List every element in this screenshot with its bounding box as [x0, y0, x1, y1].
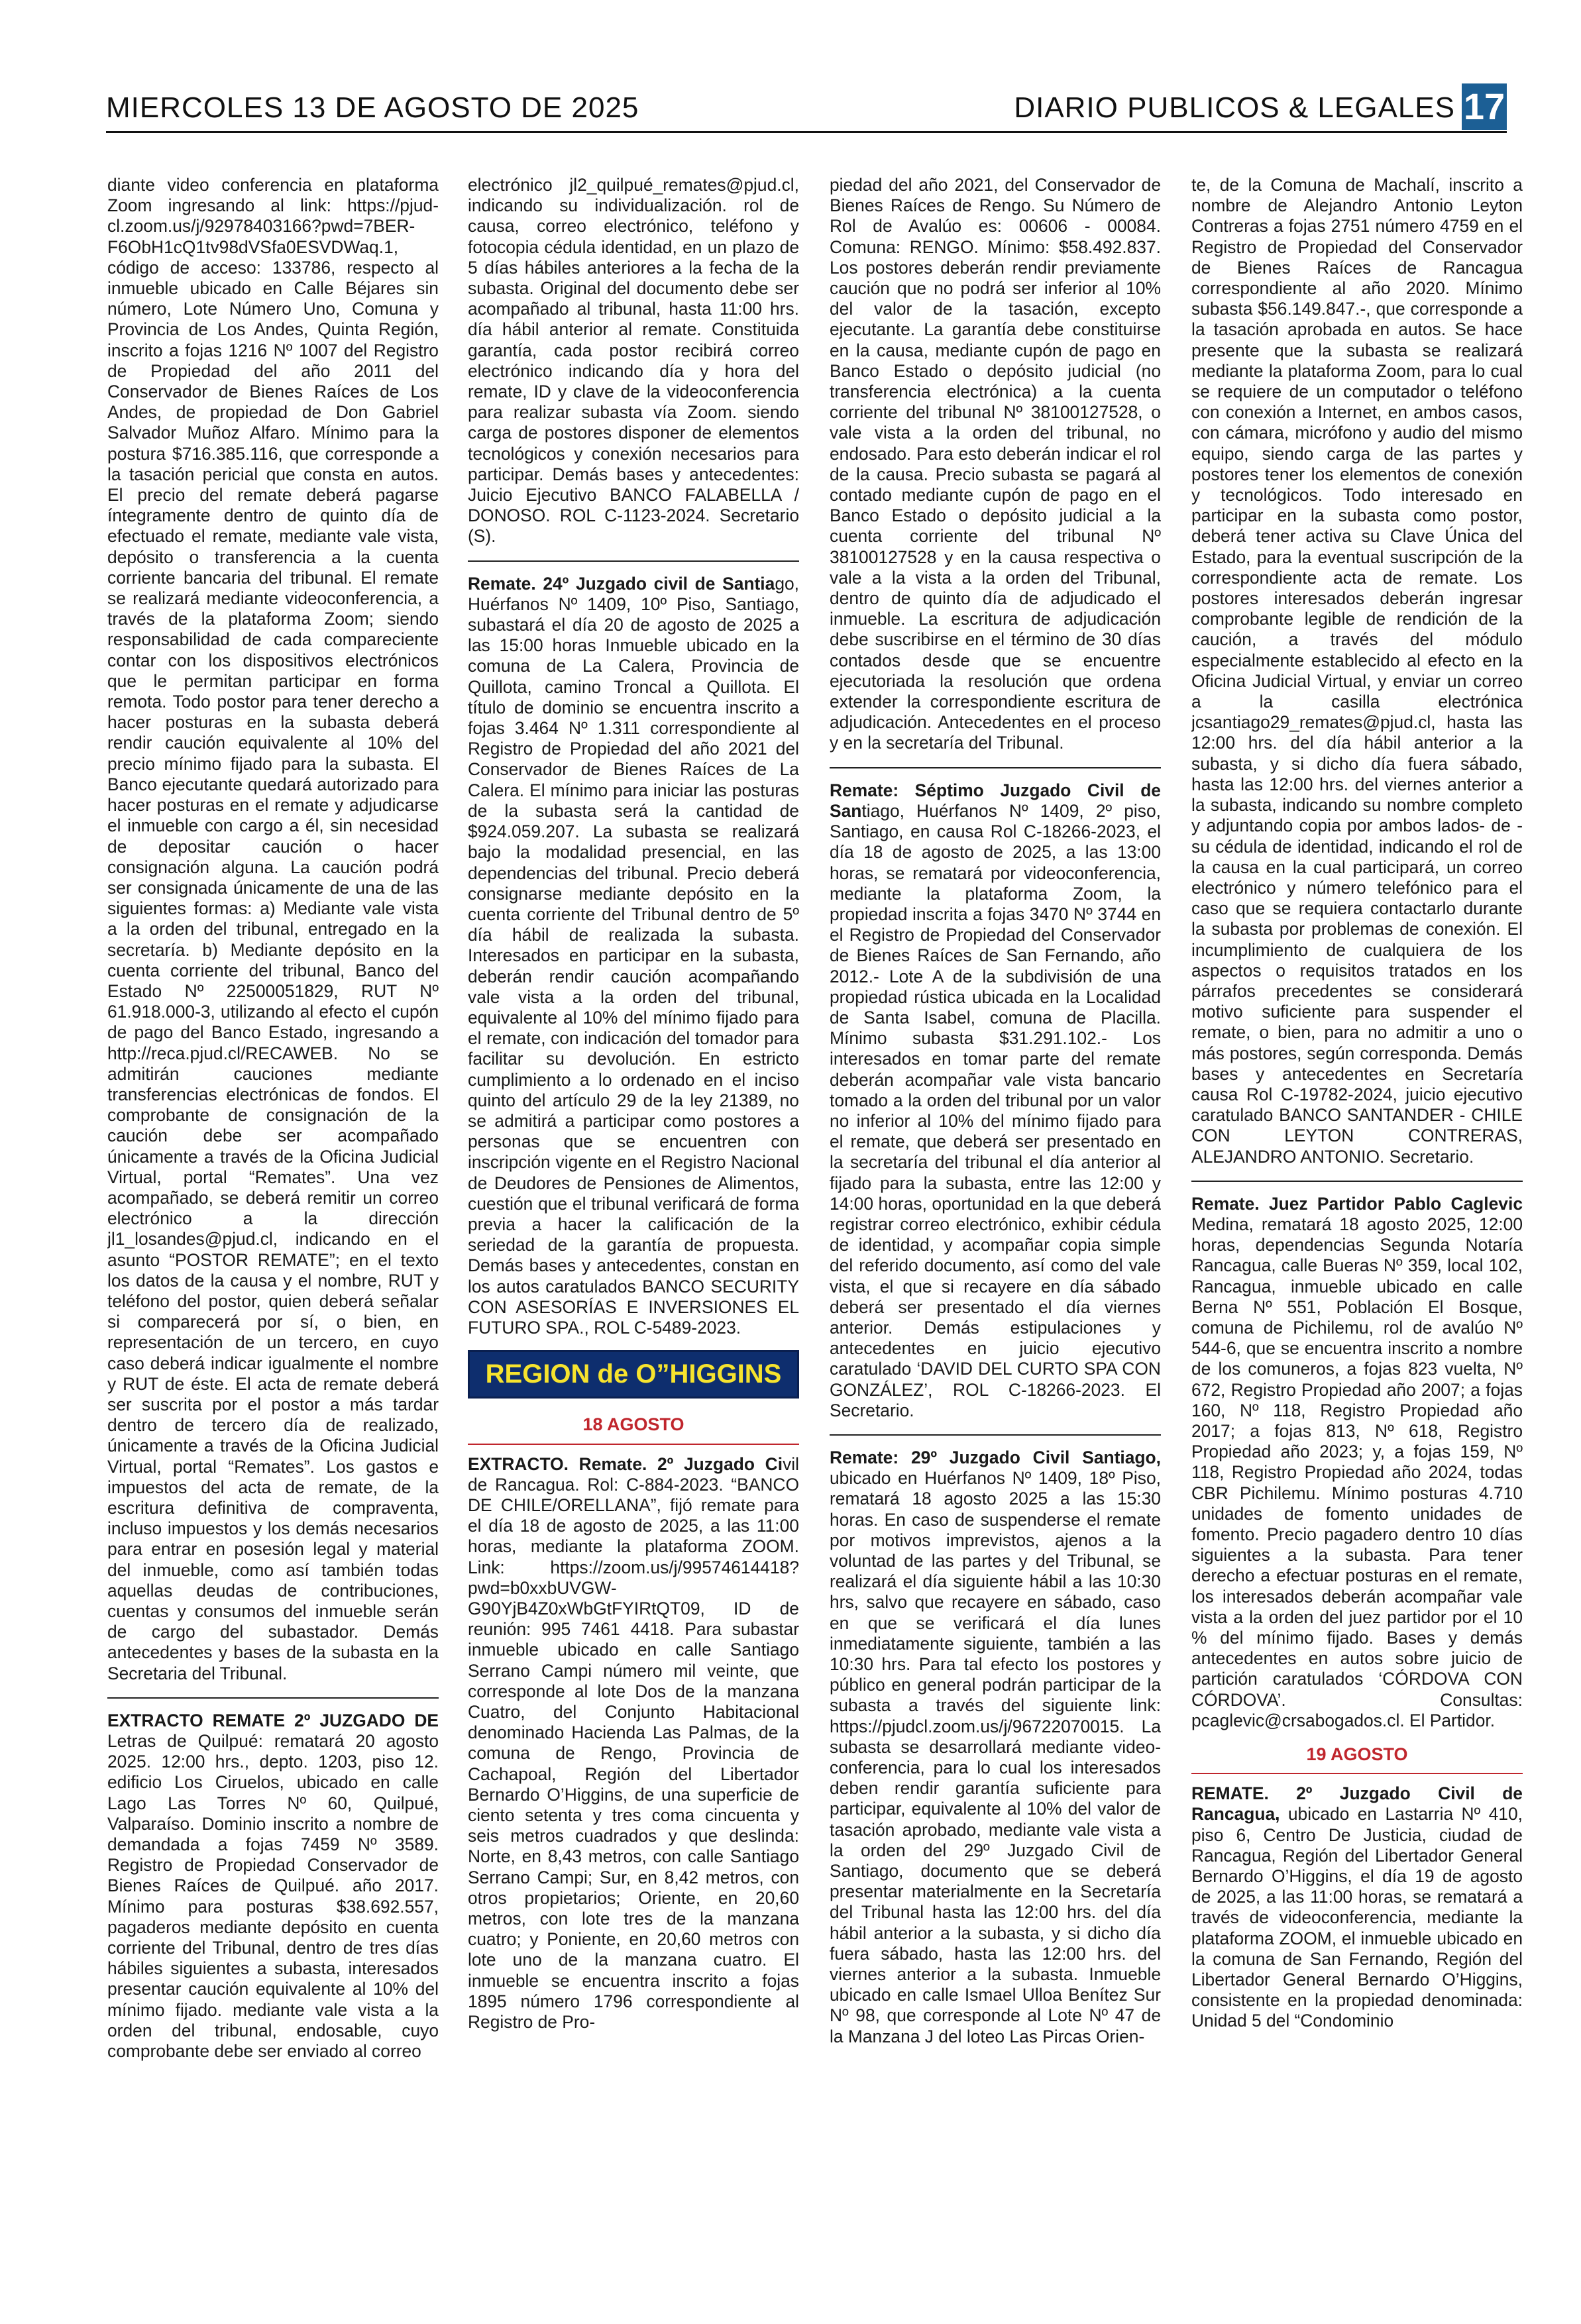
notice-body: Medina, rematará 18 agosto 2025, 12:00 horas, dependencias Segunda Notaría Rancagua, calle Bueras Nº 359, local 102, Rancagua, inmueble ubicado en calle Berna Nº 551, Población El Bosque, comuna de Pichilemu, rol de avalúo Nº 544-6, que se encuentra inscrito a nombre de los comuneros, a fojas 823 vuelta, Nº 672, Registro Propiedad año 2007; a fojas 160, Nº 118, Registro Propiedad año 2017; a fojas 813, Nº 618, Registro Propiedad año 2023; y, a fojas 159, Nº 118, Registro Propiedad año 2024, todas CBR Pichilemu. Mínimo posturas 4.710 unidades de fomento unidades de fomento. Precio pagadero dentro 10 días siguientes a la subasta. Para tener derecho a efectuar posturas en el remate, los interesados deberán acompañar vale vista a la orden del juez partidor por el 10 % del mínimo fijado. Bases y demás antecedentes en autos sobre juicio de partición caratulados ‘CÓRDOVA CON CÓRDOVA’. Consultas: pcaglevic@crsabogados.cl. El Partidor.	[1191, 1214, 1523, 1730]
notice-paragraph	[468, 1454, 799, 2033]
publication-name: DIARIO PUBLICOS & LEGALES	[1014, 91, 1455, 124]
page-header	[106, 83, 1507, 133]
notice-paragraph: te, de la Comuna de Machalí, inscrito a nombre de Alejandro Antonio Leyton Contreras a fojas 2751 número 4759 en el Registro de Propiedad del Conservador de Bienes Raíces de Rancagua correspondiente al año 2020. Mínimo subasta $56.149.847.-, que corresponde a la tasación aprobada en autos. Se hace presente que la subasta se realizará mediante la plataforma Zoom, para lo cual se requiere de un computador o teléfono con conexión a Internet, en ambos casos, con cámara, micrófono y audio del mismo equipo, siendo carga de las partes y postores tener los elementos de conexión y tecnológicos. Todo interesado en participar en la subasta como postor, deberá tener activa su Clave Única del Estado, para la eventual suscripción de la correspondiente acta de remate. Los postores interesados deberán ingresar comprobante legible de rendición de la caución, a través del módulo especialmente establecido al efecto en la Oficina Judicial Virtual, y enviar un correo a la casilla electrónica jcsantiago29_remates@pjud.cl, hasta las 12:00 hrs. del día hábil anterior a la subasta, y si dicho día fuera sábado, hasta las 12:00 hrs. del viernes anterior a la subasta, indicando su nombre completo y adjuntando copia por ambos lados- de -su cédula de identidad, indicando el rol de la causa en la cual participará, un correo electrónico y número telefónico para el caso que se requiera contactarlo durante la subasta por problemas de conexión. El incumplimiento de cualquiera de los aspectos o requisitos tratados en los párrafos precedentes se considerará motivo suficiente para suspender el remate, o bien, para no admitir a uno o más postores, según corresponda. Demás bases y antecedentes en Secretaría causa Rol C-19782-2024, juicio ejecutivo caratulado BANCO SANTANDER - CHILE CON LEYTON CONTRERAS, ALEJANDRO ANTONIO. Secretario.	[1191, 175, 1523, 1167]
section-date: 18 AGOSTO	[468, 1405, 799, 1444]
notice-body: ubicado en Lastarria Nº 410, piso 6, Centro De Justicia, ciudad de Rancagua, Región del Libertador General Bernardo O’Higgins, el día 19 de agosto de 2025, a las 11:00 horas, se rematará a través de videoconferencia, mediante la plataforma ZOOM, el inmueble ubicado en la comuna de San Fernando, Región del Libertador General Bernardo O’Higgins, consistente en la propiedad denominada: Unidad 5 del “Condominio	[1191, 1804, 1523, 2031]
region-banner: REGION de O”HIGGINS	[468, 1350, 799, 1399]
notice-paragraph: diante video conferencia en plataforma Zoom ingresando al link: https://pjud-cl.zoom.us/j/92978403166?pwd=7BER-F6ObH1cQ1tv98dVSfa0ESVDWaq.1, código de acceso: 133786, respecto al inmueble ubicado en Calle Béjares sin número, Lote Número Uno, Comuna y Provincia de Los Andes, Quinta Región, inscrito a fojas 1216 Nº 1007 del Registro de Propiedad del año 2011 del Conservador de Bienes Raíces de Los Andes, de propiedad de Don Gabriel Salvador Muñoz Alfaro. Mínimo para la postura $716.385.116, que corresponde a la tasación pericial que consta en autos. El precio del remate deberá pagarse íntegramente dentro de quinto día de efectuado el remate, mediante vale vista, depósito o transferencia a la cuenta corriente bancaria del tribunal. El remate se realizará mediante videoconferencia, a través de la plataforma Zoom; siendo responsabilidad de cada compareciente contar con los dispositivos electrónicos que le permitan participar en forma remota. Todo postor para tener derecho a hacer posturas en la subasta deberá rendir caución equivalente al 10% del precio mínimo fijado para la subasta. El Banco ejecutante quedará autorizado para hacer posturas en el remate y adjudicarse el inmueble con cargo a él, sin necesidad de depositar caución o hacer consignación alguna. La caución podrá ser consignada únicamente de una de las siguientes formas: a) Mediante vale vista a la orden del tribunal, entregado en la secretaría. b) Mediante depósito en la cuenta corriente del tribunal, Banco del Estado Nº 22500051829, RUT Nº 61.918.000-3, utilizando al efecto el cupón de pago del Banco Estado, ingresando a http://reca.pjud.cl/RECAWEB. No se admitirán cauciones mediante transferencias electrónicas de fondos. El comprobante de consignación de la caución debe ser acompañado únicamente a través de la Oficina Judicial Virtual, portal “Remates”. Una vez acompañado, se deberá remitir un correo electrónico a la dirección jl1_losandes@pjud.cl, indicando en el asunto “POSTOR REMATE”; en el texto los datos de la causa y el nombre, RUT y teléfono del postor, quien deberá señalar si comparecerá por sí, o bien, en representación de un tercero, en cuyo caso deberá indicar igualmente el nombre y RUT de éste. El acta de remate deberá ser suscrita por el postor a más tardar dentro de tercero día de realizado, únicamente a través de la Oficina Judicial Virtual, portal “Remates”. Los gastos e impuestos del acta de remate, de la escritura definitiva de compraventa, incluso impuestos y los demás necesarios para entrar en posesión legal y material del inmueble, como así también todas aquellas deudas de contribuciones, cuentas y consumos del inmueble serán de cargo del subastador. Demás antecedentes y bases de la subasta en la Secretaria del Tribunal.	[107, 175, 439, 1683]
page-number: 17	[1462, 83, 1507, 130]
notice-paragraph	[830, 1448, 1161, 2047]
notice-body: Letras de Quilpué: rematará 20 agosto 2025. 12:00 hrs., depto. 1203, piso 12. edificio Los Ciruelos, ubicado en calle Lago Las Torres Nº 60, Quilpué, Valparaíso. Dominio inscrito a nombre de demandada a fojas 7459 Nº 3589. Registro de Propiedad Conservador de Bienes Raíces de Quilpué. año 2017. Mínimo para posturas $38.692.557, pagaderos mediante depósito en cuenta corriente del Tribunal, dentro de tres días hábiles siguientes a subasta, interesados presentar caución equivalente al 10% del mínimo fijado. mediante vale vista a la orden del tribunal, endosable, cuyo comprobante debe ser enviado al correo	[107, 1731, 439, 2062]
notice-heading: REMATE. 2º Juzgado Civil de Rancagua,	[1191, 1783, 1523, 1824]
column-3	[830, 175, 1161, 2295]
column-1	[107, 175, 439, 2295]
notice-paragraph	[830, 780, 1161, 1421]
notice-paragraph	[468, 574, 799, 1339]
notice-paragraph	[107, 1711, 439, 2062]
notice-divider	[830, 1434, 1161, 1436]
notice-heading: EXTRACTO. Remate. 2º Juzgado Ci	[468, 1453, 783, 1474]
notice-body: tiago, Huérfanos Nº 1409, 2º piso, Santiago, en causa Rol C-18266-2023, el día 18 de agosto de 2025, a las 13:00 horas, se rematará por videoconferencia, mediante la plataforma Zoom, la propiedad inscrita a fojas 3470 Nº 3744 en el Registro de Propiedad del Conservador de Bienes Raíces de San Fernando, año 2012.- Lote A de la subdivisión de una propiedad rústica ubicada en la Localidad de Santa Isabel, comuna de Placilla. Mínimo subasta $31.291.102.- Los interesados en tomar parte del remate deberán acompañar vale vista bancario tomado a la orden del tribunal por un valor no inferior al 10% del mínimo fijado para el remate, que deberá ser presentado en la secretaría del tribunal el día anterior al fijado para la subasta, entre las 12:00 y 14:00 horas, oportunidad en la que deberá registrar correo electrónico, exhibir cédula de identidad, y acompañar copia simple del referido documento, así como del vale vista, el que si recayere en día sábado deberá ser presentado el día viernes anterior. Demás estipulaciones y antecedentes en juicio ejecutivo caratulado ‘DAVID DEL CURTO SPA CON GONZÁLEZ’, ROL C-18266-2023. El Secretario.	[830, 800, 1161, 1420]
section-date: 19 AGOSTO	[1191, 1735, 1523, 1774]
issue-date: MIERCOLES 13 DE AGOSTO DE 2025	[106, 91, 639, 124]
notice-heading: Remate: 29º Juzgado Civil Santiago,	[830, 1447, 1161, 1467]
notice-divider	[830, 767, 1161, 768]
notice-divider	[1191, 1181, 1523, 1182]
notice-paragraph	[1191, 1783, 1523, 2031]
notice-heading: Remate: Séptimo Juzgado Civil de San	[830, 780, 1161, 821]
notice-heading: Remate. 24º Juzgado civil de Santia	[468, 573, 775, 594]
column-2	[468, 175, 799, 2295]
notice-body: go, Huérfanos Nº 1409, 10º Piso, Santiago, subastará el día 20 de agosto de 2025 a las 15:00 horas Inmueble ubicado en la comuna de La Calera, Provincia de Quillota, camino Troncal a Quillota. El título de dominio se encuentra inscrito a fojas 3.464 Nº 1.311 correspondiente al Registro de Propiedad del año 2021 del Conservador de Bienes Raíces de La Calera. El mínimo para iniciar las posturas de la subasta será la cantidad de $924.059.207. La subasta se realizará bajo la modalidad presencial, en las dependencias del tribunal. Precio deberá consignarse mediante depósito en la cuenta corriente del Tribunal dentro de 5º día hábil de realizada la subasta. Interesados en participar en la subasta, deberán rendir caución acompañando vale vista a la orden del tribunal, equivalente al 10% del mínimo fijado para el remate, con indicación del tomador para facilitar su devolución. En estricto cumplimiento a lo ordenado en el inciso quinto del artículo 29 de la ley 21389, no se admitirá a participar como postores a personas que se encuentren con inscripción vigente en el Registro Nacional de Deudores de Pensiones de Alimentos, cuestión que el tribunal verificará de forma previa a hacer la calificación de la seriedad de la garantía de propuesta. Demás bases y antecedentes, constan en los autos caratulados BANCO SECURITY CON ASESORÍAS E INVERSIONES EL FUTURO SPA., ROL C-5489-2023.	[468, 573, 799, 1338]
notice-paragraph: piedad del año 2021, del Conservador de Bienes Raíces de Rengo. Su Número de Rol de Avalúo es: 00606 - 00084. Comuna: RENGO. Mínimo: $58.492.837. Los postores deberán rendir previamente caución que no podrá ser inferior al 10% del valor de la tasación, excepto ejecutante. La garantía debe constituirse en la causa, mediante cupón de pago en Banco Estado o depósito judicial (no transferencia electrónica) a la cuenta corriente del tribunal Nº 38100127528, o vale vista a la orden del tribunal, no endosado. Para esto deberán indicar el rol de la causa. Precio subasta se pagará al contado mediante cupón de pago en el Banco Estado o depósito judicial a la cuenta corriente del tribunal Nº 38100127528 y en la causa respectiva o vale a la vista a la orden del Tribunal, dentro de quinto día de adjudicado el inmueble. La escritura de adjudicación debe suscribirse en el término de 30 días contados desde que se encuentre ejecutoriada la resolución que ordena extender la correspondiente escritura de adjudicación. Antecedentes en el proceso y en la secretaría del Tribunal.	[830, 175, 1161, 753]
notice-paragraph: electrónico jl2_quilpué_remates@pjud.cl, indicando su individualización. rol de causa, correo electrónico, teléfono y fotocopia cédula identidad, en un plazo de 5 días hábiles anteriores a la fecha de la subasta. Original del documento debe ser acompañado al tribunal, hasta 11:00 hrs. día hábil anterior al remate. Constituida garantía, cada postor recibirá correo electrónico indicando día y hora del remate, ID y clave de la videoconferencia para realizar subasta vía Zoom. siendo carga de postores disponer de elementos tecnológicos y conexión necesarios para participar. Demás bases y antecedentes: Juicio Ejecutivo BANCO FALABELLA / DONOSO. ROL C-1123-2024. Secretario (S).	[468, 175, 799, 547]
notice-divider	[468, 560, 799, 562]
notice-body: vil de Rancagua. Rol: C-884-2023. “BANCO DE CHILE/ORELLANA”, fijó remate para el día 18 de agosto de 2025, a las 11:00 horas, mediante la plataforma ZOOM. Link: https://zoom.us/j/99574614418?pwd=b0xxbUVGW-G90YjB4Z0xWbGtFYIRtQT09, ID de reunión: 995 7461 4418. Para subastar inmueble ubicado en calle Santiago Serrano Campi número mil veinte, que corresponde al lote Dos de la manzana Cuatro, del Conjunto Habitacional denominado Hacienda Las Palmas, de la comuna de Rengo, Provincia de Cachapoal, Región del Libertador Bernardo O’Higgins, de una superficie de ciento setenta y tres coma cincuenta y seis metros cuadrados y que deslinda: Norte, en 8,43 metros, con calle Santiago Serrano Campi; Sur, en 8,42 metros, con otros propietarios; Oriente, en 20,60 metros, con lote tres de la manzana cuatro; y Poniente, en 20,60 metros con lote uno de la manzana cuatro. El inmueble se encuentra inscrito a fojas 1895 número 1796 correspondiente al Registro de Pro-	[468, 1453, 799, 2033]
notice-heading: Remate. Juez Partidor Pablo Caglevic	[1191, 1193, 1523, 1214]
notice-body: ubicado en Huérfanos Nº 1409, 18º Piso, rematará 18 agosto 2025 a las 15:30 horas. En caso de suspenderse el remate por motivos imprevistos, ajenos a la voluntad de las partes y del Tribunal, se realizará el día siguiente hábil a las 10:30 hrs, salvo que recayere en sábado, caso en que se verificará el día lunes inmediatamente siguiente, también a las 10:30 hrs. Para tal efecto los postores y público en general podrán participar de la subasta a través del siguiente link: https://pjudcl.zoom.us/j/96722070015. La subasta se desarrollará mediante video-conferencia, para lo cual los interesados deben rendir garantía suficiente para participar, equivalente al 10% del valor de tasación aprobado, mediante vale vista a la orden del 29º Juzgado Civil de Santiago, documento que se deberá presentar materialmente en la Secretaría del Tribunal hasta las 12:00 hrs. del día hábil anterior a la subasta, y si dicho día fuera sábado, hasta las 12:00 hrs. del viernes anterior a la subasta. Inmueble ubicado en calle Ismael Ulloa Benítez Sur Nº 98, que corresponde al Lote Nº 47 de la Manzana J del loteo Las Pircas Orien-	[830, 1468, 1161, 2046]
notice-divider	[107, 1697, 439, 1699]
notice-paragraph	[1191, 1194, 1523, 1731]
column-4	[1191, 175, 1523, 2295]
notice-heading: EXTRACTO REMATE 2º JUZGADO DE	[107, 1710, 439, 1730]
